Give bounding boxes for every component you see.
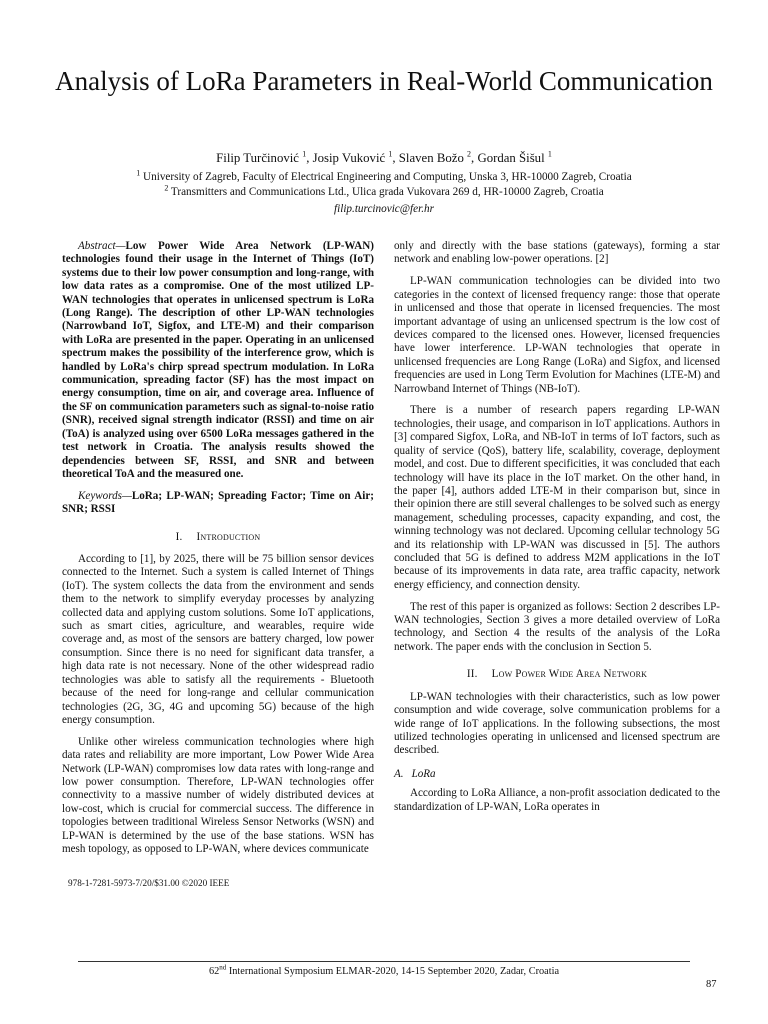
footer-divider	[78, 961, 690, 962]
author-affil-mark: 1	[388, 149, 393, 159]
author-name: Slaven Božo	[398, 151, 464, 165]
footer-ordinal-suffix: nd	[219, 963, 227, 972]
subsection-title: LoRa	[411, 767, 436, 780]
paper-title: Analysis of LoRa Parameters in Real-World Communication	[55, 66, 713, 96]
abstract-text: Low Power Wide Area Network (LP-WAN) technologies found their usage in the Internet of Things (IoT) systems due to their low power consumption and long-range, with low data rates as a compromise. One of the most utilized LP-WAN technologies that operates in unlicensed spectrum is LoRa (Long Range). The description of other LP-WAN technologies (Narrowband IoT, Sigfox, and LTE-M) and their comparison with LoRa are presented in the paper. Operating in an unlicensed spectrum makes the possibility of the interference grow, which is handled by LoRa's chirp spread spectrum modulation. In LoRa communication, spreading factor (SF) has the most impact on energy consumption, time on air, and coverage area. Influence of the SF on communication parameters such as signal-to-noise ratio (SNR), received signal strength indicator (RSSI) and time on air (ToA) is analyzed using over 6500 LoRa messages gathered in the test network in Croatia. The analysis results showed the dependencies between SF, RSSI, and SNR and between theoretical ToA and the measured one.	[62, 240, 374, 480]
author-affil-mark: 2	[467, 149, 472, 159]
affiliation-1	[0, 170, 768, 184]
paragraph: LP-WAN technologies with their characteristics, such as low power consumption and wide coverage, solve communication problems for a wide range of IoT applications. In the following subsections, the most utilized technologies operating in unlicensed and licensed spectrum are described.	[394, 690, 720, 757]
conference-footer	[0, 963, 768, 977]
affiliation-mark: 1	[136, 168, 141, 178]
paragraph: Unlike other wireless communication technologies where high data rates and reliability are more important, Low Power Wide Area Network (LP-WAN) compromises low data rates with long-range and low power consumption. Therefore, LP-WAN technologies offer connectivity to a massive number of widely distributed devices at low-cost, which is crucial for commercial success. The difference in topologies between traditional Wireless Sensor Networks (WSN) and LP-WAN is determined by the use of the base stations. WSN has mesh topology, as opposed to LP-WAN, where devices communicate	[62, 735, 374, 856]
section-title: Low Power Wide Area Network	[491, 668, 648, 681]
author-affil-mark: 1	[302, 149, 307, 159]
page-number: 87	[706, 979, 717, 990]
keywords-lead: Keywords—	[78, 489, 132, 502]
footer-ordinal: 62	[208, 966, 220, 977]
affiliation-text: University of Zagreb, Faculty of Electrical Engineering and Computing, Unska 3, HR-10000 Zagreb, Croatia	[143, 171, 632, 183]
affiliation-2	[0, 185, 768, 199]
copyright-notice: 978-1-7281-5973-7/20/$31.00 ©2020 IEEE	[68, 878, 230, 888]
paragraph: According to LoRa Alliance, a non-profit association dedicated to the standardization of LP-WAN, LoRa operates in	[394, 787, 720, 813]
paragraph: There is a number of research papers regarding LP-WAN technologies, their usage, and comparison in IoT applications. Authors in [3] compared Sigfox, LoRa, and NB-IoT in terms of IoT factors, such as quality of service (QoS), battery life, scalability, coverage, deployment model, and cost. Due to different specificities, it was concluded that each technology will have its place in the IoT market. On the other hand, in the paper [4], authors added LTE-M in their comparison but, since in their opinion there are still several challenges to be solved such as energy management, scheduling processes, capacity expanding, and cost, the winning technology was not declared. Upcoming cellular technology 5G and its relationship with LP-WAN was discussed in [5]. The authors concluded that 5G is defined to address M2M applications in the IoT because of its improvements in data rate, area traffic capacity, network energy efficiency, and connection density.	[394, 404, 720, 591]
paragraph: LP-WAN communication technologies can be divided into two categories in the context of licensed frequency range: those that operate in unlicensed and those that operate in licensed frequencies. The most important advantage of using an unlicensed spectrum is the low cost of devices compared to the licensed ones. However, licensed frequencies have lower interference. LP-WAN technologies that operate in unlicensed frequencies are Long Range (LoRa) and Sigfox, and licensed frequencies are used in Long Term Evolution for Machines (LTE-M) and Narrowband Internet of Things (NB-IoT).	[394, 275, 720, 395]
paragraph: According to [1], by 2025, there will be 75 billion sensor devices connected to the Internet. Such a system is called Internet of Things (IoT). The system collects the data from the environment and sends them to the network to simplify everyday processes by analyzing collected data and applying custom solutions. Some IoT applications, such as smart cities, agriculture, and wearables, require wide coverage and, as most of the sensors are battery charged, low power consumption. Since there is no need for significant data transfer, a high data rate is not necessary. None of the other widespread radio technologies was able to satisfy all the requirements - Bluetooth because of the need for long-range and cellular communication technologies (2G, 3G, 4G and upcoming 5G) because of the high energy consumption.	[62, 553, 374, 726]
abstract-lead: Abstract—	[78, 240, 126, 252]
author-name: Josip Vuković	[312, 151, 386, 165]
author-list: Filip Turčinović $^1$, Josip Vuković $^1$, Slaven Božo $^2$, Gordan Šišul $^1$	[216, 149, 552, 165]
paragraph: The rest of this paper is organized as follows: Section 2 describes LP-WAN technologies, Section 3 gives a more detailed overview of LoRa technology, and Section 4 the results of the analysis of the LoRa network. The paper ends with the conclusion in Section 5.	[394, 600, 720, 653]
footer-text: International Symposium ELMAR-2020, 14-15 September 2020, Zadar, Croatia	[226, 966, 560, 977]
section-number: I.	[175, 530, 183, 543]
author-name: Gordan Šišul	[477, 151, 545, 165]
affiliation-text: Transmitters and Communications Ltd., Ulica grada Vukovara 269 d, HR-10000 Zagreb, Croatia	[170, 186, 604, 198]
right-column	[394, 240, 720, 822]
affiliation-mark: 2	[164, 183, 169, 193]
section-title: Introduction	[196, 530, 261, 543]
subsection-letter: A.	[394, 767, 404, 780]
section-heading-lpwan	[394, 668, 720, 681]
section-heading-introduction	[62, 531, 374, 544]
paragraph-continued: only and directly with the base stations (gateways), forming a star network and enabling low-power operations. [2]	[394, 240, 720, 266]
left-column	[62, 240, 374, 865]
keywords-text: LoRa; LP-WAN; Spreading Factor; Time on Air; SNR; RSSI	[62, 489, 374, 516]
subsection-heading-lora	[394, 768, 720, 781]
section-number: II.	[466, 668, 478, 681]
keywords	[62, 490, 374, 517]
author-email: filip.turcinovic@fer.hr	[334, 203, 434, 215]
author-name: Filip Turčinović	[216, 151, 299, 165]
abstract	[62, 240, 374, 481]
author-affil-mark: 1	[547, 149, 552, 159]
